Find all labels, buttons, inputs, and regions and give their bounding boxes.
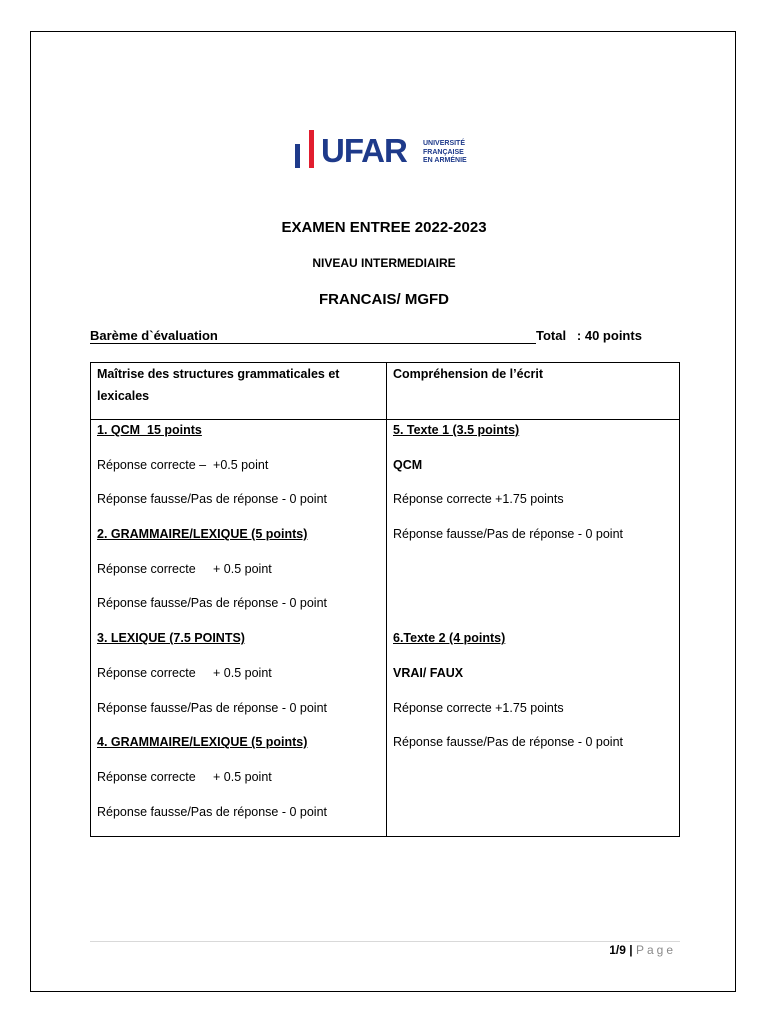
logo-wordmark: UFAR — [321, 132, 407, 169]
criteria-line: Réponse correcte +1.75 points — [393, 492, 564, 507]
section-heading: 6.Texte 2 (4 points) — [393, 631, 506, 646]
section-heading: 1. QCM 15 points — [97, 423, 202, 437]
logo-subtitle-line: FRANÇAISE — [423, 148, 464, 156]
ufar-logo — [293, 128, 493, 170]
page-word: Page — [635, 943, 676, 957]
criteria-line: Réponse correcte + 0.5 point — [97, 769, 272, 784]
criteria-line: Réponse fausse/Pas de réponse - 0 point — [97, 804, 328, 819]
section-heading: 3. LEXIQUE (7.5 POINTS) — [97, 631, 245, 646]
criteria-line: Réponse correcte + 0.5 point — [97, 665, 272, 680]
criteria-line: VRAI/ FAUX — [393, 665, 464, 680]
criteria-line: QCM — [393, 457, 423, 472]
criteria-line: Réponse fausse/Pas de réponse - 0 point — [97, 492, 328, 507]
bareme-total: Total : 40 points — [536, 328, 642, 343]
left-column-criteria — [91, 420, 387, 837]
exam-subject: FRANCAIS/ MGFD — [319, 291, 449, 308]
bareme-underline — [90, 343, 536, 344]
logo-subtitle-line: UNIVERSITÉ — [423, 140, 466, 147]
evaluation-table — [90, 362, 680, 837]
right-column-criteria — [387, 420, 680, 837]
bareme-label: Barème d`évaluation — [90, 328, 218, 343]
criteria-line: Réponse fausse/Pas de réponse - 0 point — [393, 527, 624, 542]
criteria-line: Réponse correcte +1.75 points — [393, 700, 564, 715]
criteria-line: Réponse fausse/Pas de réponse - 0 point — [393, 735, 624, 750]
header-reading-comprehension: Compréhension de l’écrit — [387, 363, 680, 420]
footer-separator: | — [625, 943, 636, 957]
criteria-line: Réponse correcte + 0.5 point — [97, 561, 272, 576]
exam-level: NIVEAU INTERMEDIAIRE — [312, 256, 456, 270]
logo-subtitle — [423, 140, 467, 166]
section-heading: 2. GRAMMAIRE/LEXIQUE (5 points) — [97, 527, 308, 542]
criteria-line: Réponse fausse/Pas de réponse - 0 point — [97, 596, 328, 611]
section-heading: 5. Texte 1 (3.5 points) — [393, 423, 520, 437]
logo-subtitle-line: EN ARMÉNIE — [423, 157, 467, 164]
header-grammar-lexicon: Maîtrise des structures grammaticales et lexicales — [91, 363, 387, 420]
page-footer — [560, 943, 676, 957]
exam-title: EXAMEN ENTREE 2022-2023 — [281, 219, 487, 236]
page-number: 1/9 — [609, 943, 626, 957]
footer-divider — [90, 941, 680, 942]
logo-blue-bar — [295, 144, 300, 168]
criteria-line: Réponse fausse/Pas de réponse - 0 point — [97, 700, 328, 715]
criteria-line: Réponse correcte – +0.5 point — [97, 457, 269, 472]
criteria-line — [393, 559, 679, 594]
logo-red-bar — [309, 130, 314, 168]
criteria-line — [393, 593, 679, 628]
bareme-row — [90, 328, 646, 346]
table-body-row — [91, 420, 680, 837]
section-heading: 4. GRAMMAIRE/LEXIQUE (5 points) — [97, 735, 308, 750]
table-header-row — [91, 363, 680, 420]
